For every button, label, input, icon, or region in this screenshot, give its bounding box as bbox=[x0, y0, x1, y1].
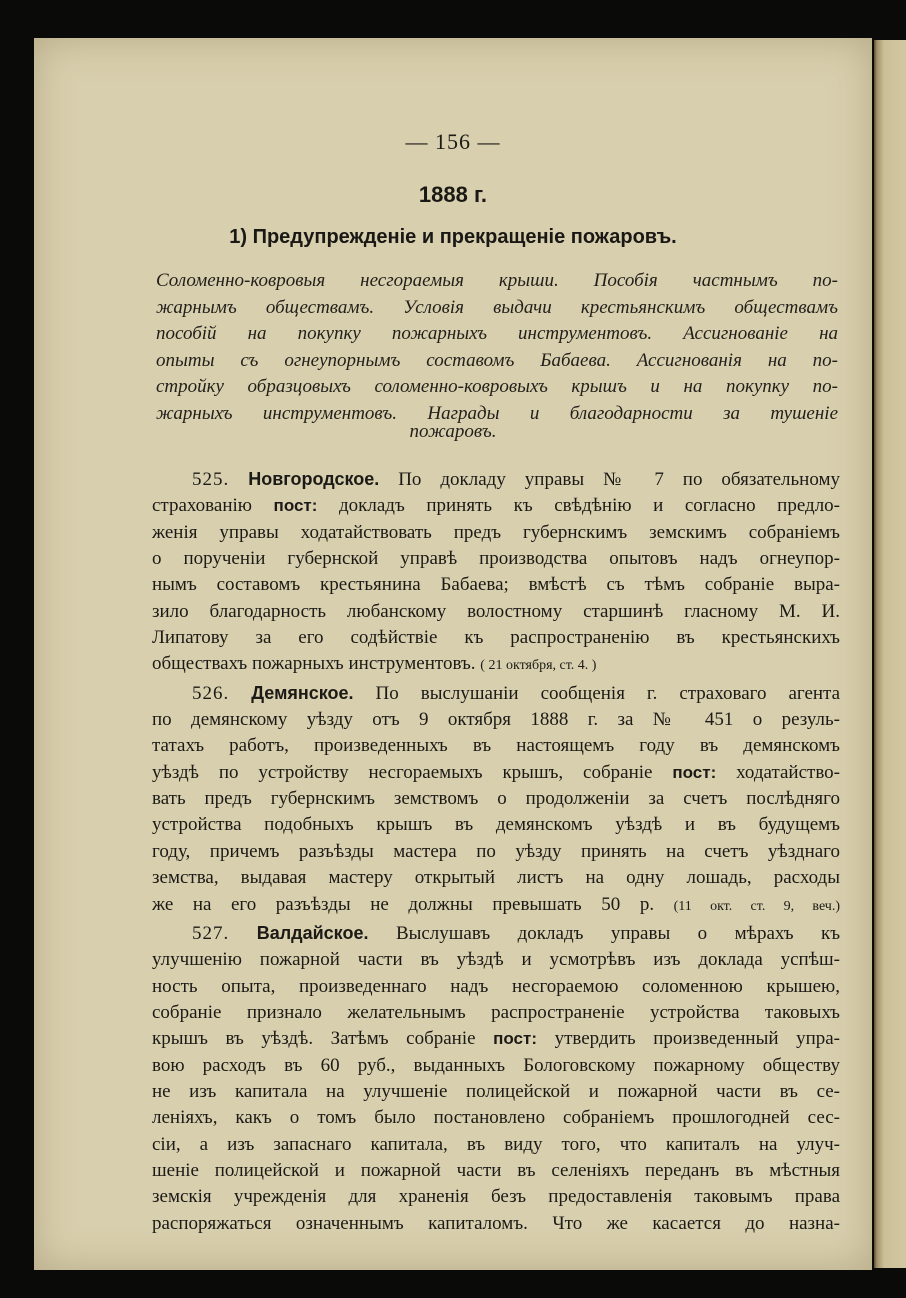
section-summary bbox=[156, 268, 838, 428]
entry-text: крышъ въ уѣздѣ. Затѣмъ собраніе bbox=[152, 1028, 476, 1050]
entry-line: распоряжаться означеннымъ капиталомъ. Что же касается до назна- bbox=[152, 1212, 840, 1234]
entry-line: леніяхъ, какъ о томъ было постановлено собраніемъ прошлогодней сес- bbox=[152, 1107, 840, 1129]
summary-line: стройку образцовыхъ соломенно-ковровыхъ крышъ и на покупку по- bbox=[156, 376, 838, 398]
entry-line: вою расходъ въ 60 руб., выданныхъ Бологовскому пожарному обществу bbox=[152, 1054, 840, 1076]
entry-reference: ( 21 октября, ст. 4. ) bbox=[480, 658, 597, 674]
entry-last-line bbox=[152, 892, 840, 920]
resolution-marker: пост: bbox=[672, 762, 717, 782]
entry-first-line bbox=[152, 680, 840, 707]
entry-line: шеніе полицейской и пожарной части въ селеніяхъ переданъ въ мѣстныя bbox=[152, 1159, 840, 1181]
entry-first-line bbox=[152, 466, 840, 493]
entry-line: нымъ составомъ крестьянина Бабаева; вмѣстѣ съ тѣмъ собраніе выра- bbox=[152, 574, 840, 596]
resolution-marker: пост: bbox=[273, 496, 318, 516]
year-heading: 1888 г. bbox=[418, 182, 488, 207]
entry-place: Валдайское. bbox=[256, 922, 369, 943]
entry-last-line bbox=[152, 651, 840, 679]
entry-line: собраніе признало желательнымъ распространеніе устройства таковыхъ bbox=[152, 1001, 840, 1023]
entry-line: ность опыта, произведеннаго надъ несгораемою соломенною крышею, bbox=[152, 975, 840, 997]
entry-place: Новгородское. bbox=[248, 469, 380, 489]
summary-line: Соломенно-ковровыя несгораемыя крыши. Пособія частнымъ по- bbox=[156, 270, 838, 291]
entry-text: По докладу управы № 7 по обязательному bbox=[398, 469, 841, 490]
entry-line: земства, выдавая мастеру открытый листъ на одну лошадь, расходы bbox=[152, 867, 840, 889]
entry-line: женія управы ходатайствовать предъ губернскимъ земскимъ собраніемъ bbox=[152, 521, 840, 543]
next-page-edge bbox=[874, 40, 906, 1268]
entry-525 bbox=[152, 466, 840, 680]
summary-last-line: пожаровъ. bbox=[409, 421, 497, 442]
entry-number: 527. bbox=[192, 922, 230, 944]
entry-reference: (11 окт. ст. 9, веч.) bbox=[673, 898, 841, 914]
entry-line: улучшенію пожарной части въ уѣздѣ и усмотрѣвъ изъ доклада успѣш- bbox=[152, 949, 840, 971]
entry-line: зило благодарность любанскому волостному старшинѣ гласному М. И. bbox=[152, 600, 840, 622]
entry-line: Липатову за его содѣйствіе къ распространенію въ крестьянскихъ bbox=[152, 627, 840, 649]
entry-line: земскія учрежденія для храненія безъ предоставленія таковымъ права bbox=[152, 1186, 840, 1208]
entry-line: о порученіи губернской управѣ производства опытовъ надъ огнеупор- bbox=[152, 548, 840, 570]
entry-line: по демянскому уѣзду отъ 9 октября 1888 г. за № 451 о резуль- bbox=[152, 709, 840, 731]
entry-line bbox=[152, 760, 840, 786]
entry-line: устройства подобныхъ крышъ въ демянскомъ уѣздѣ и въ будущемъ bbox=[152, 814, 840, 836]
entry-first-line bbox=[152, 920, 840, 947]
entry-text: утвердить произведенный упра- bbox=[554, 1028, 841, 1050]
entry-line: вать предъ губернскимъ земствомъ о продолженіи за счетъ послѣдняго bbox=[152, 788, 840, 810]
summary-line: пособій на покупку пожарныхъ инструментовъ. Ассигнованіе на bbox=[156, 323, 838, 345]
book-page bbox=[34, 38, 872, 1270]
summary-line: жарныхъ инструментовъ. Награды и благодарности за тушеніе bbox=[156, 402, 838, 424]
resolution-marker: пост: bbox=[493, 1029, 537, 1049]
section-heading: 1) Предупрежденіе и прекращеніе пожаровъ. bbox=[229, 226, 677, 248]
entry-number: 526. bbox=[192, 682, 230, 704]
entry-place: Демянское. bbox=[251, 682, 354, 703]
entry-text: уѣздѣ по устройству несгораемыхъ крышъ, собраніе bbox=[152, 761, 653, 783]
entry-text: докладъ принять къ свѣдѣнію и согласно предло- bbox=[338, 495, 841, 517]
entry-text: же на его разъѣзды не должны превышать 50 р. bbox=[152, 893, 655, 915]
entry-line: не изъ капитала на улучшеніе полицейской и пожарной части въ се- bbox=[152, 1080, 840, 1102]
summary-line: опыты съ огнеупорнымъ составомъ Бабаева. Ассигнованія на по- bbox=[156, 349, 838, 371]
entry-text: обществахъ пожарныхъ инструментовъ. bbox=[152, 653, 476, 675]
page-number: — 156 — bbox=[405, 129, 501, 154]
entry-line: сіи, а изъ запаснаго капитала, въ виду того, что капиталъ на улуч- bbox=[152, 1133, 840, 1155]
summary-line: жарнымъ обществамъ. Условія выдачи крестьянскимъ обществамъ bbox=[156, 296, 838, 318]
entry-527 bbox=[152, 920, 840, 1237]
entry-text: страхованію bbox=[152, 495, 252, 517]
entries-body bbox=[152, 466, 840, 1237]
entry-line bbox=[152, 493, 840, 519]
entry-text: ходатайство- bbox=[736, 761, 841, 783]
entry-526 bbox=[152, 680, 840, 920]
entry-line: году, причемъ разъѣзды мастера по уѣзду принять на счетъ уѣзднаго bbox=[152, 840, 840, 862]
entry-line bbox=[152, 1026, 840, 1052]
entry-number: 525. bbox=[192, 469, 230, 490]
entry-line: татахъ работъ, произведенныхъ въ настоящемъ году въ демянскомъ bbox=[152, 735, 840, 757]
entry-text: Выслушавъ докладъ управы о мѣрахъ къ bbox=[395, 922, 841, 944]
entry-text: По выслушаніи сообщенія г. страховаго агента bbox=[375, 682, 841, 704]
